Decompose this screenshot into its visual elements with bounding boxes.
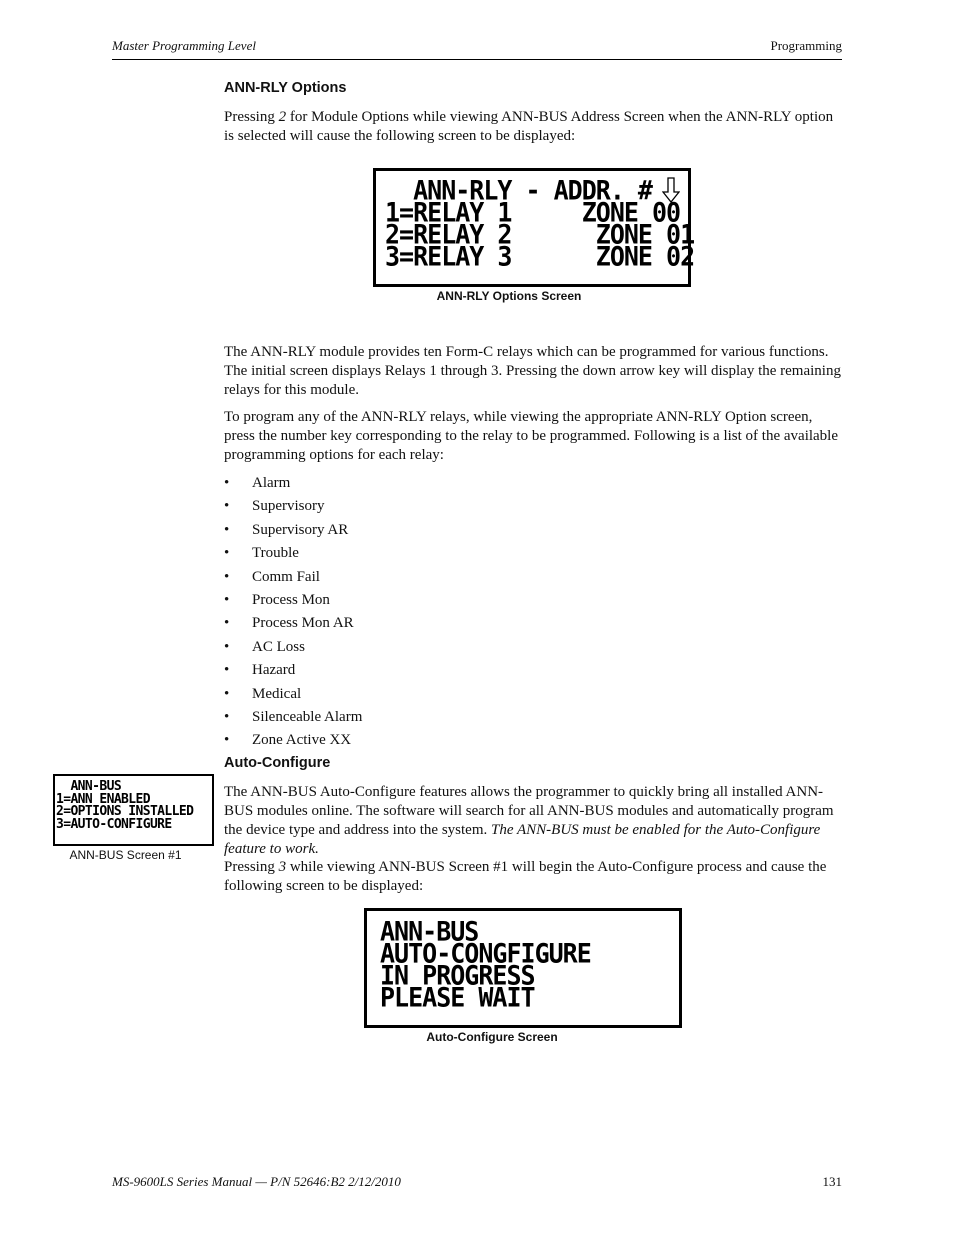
list-item: • Process Mon: [224, 591, 330, 608]
list-item: • Silenceable Alarm: [224, 708, 363, 725]
list-item: • Hazard: [224, 662, 296, 679]
relay-options-list: [224, 474, 624, 755]
side-screen-line-1: ANN-BUS: [56, 779, 122, 794]
auto-configure-text: The ANN-BUS Auto-Configure features allows the programmer to quickly bring all installed ANN-BUS modules online. The software will search for all ANN-BUS modules and automatically program the device type and address into the system.: [224, 784, 834, 838]
list-item: • AC Loss: [224, 638, 305, 655]
bullet: •: [224, 732, 230, 749]
list-item: • Supervisory AR: [224, 521, 349, 538]
screen-line-2: 1=RELAY 1 ZONE 00: [385, 197, 681, 228]
list-item: • Comm Fail: [224, 568, 320, 585]
running-header-right: Programming: [770, 38, 842, 53]
instruction-pre: Pressing: [224, 859, 279, 875]
bullet: •: [224, 568, 230, 585]
auto-configure-instruction: [224, 858, 842, 896]
ann-bus-screen-1: [53, 774, 214, 846]
header-rule: [112, 59, 842, 60]
ac-screen-line-1: ANN-BUS: [380, 916, 479, 947]
bullet: •: [224, 498, 230, 515]
ac-screen-line-3: IN PROGRESS: [380, 960, 535, 991]
screen-line-3: 2=RELAY 2 ZONE 01: [385, 219, 695, 250]
ac-screen-line-4: PLEASE WAIT: [380, 982, 535, 1013]
bullet: •: [224, 685, 230, 702]
list-item: • Medical: [224, 685, 302, 702]
ann-bus-screen-caption: ANN-BUS Screen #1: [69, 848, 182, 862]
section-title-ann-rly: ANN-RLY Options: [224, 80, 347, 96]
ann-rly-description: The ANN-RLY module provides ten Form-C relays which can be programmed for various functions. The initial screen displays Relays 1 through 3. Pressing the down arrow key will display the remaining relays for this module.: [224, 344, 841, 398]
ann-rly-options-screen: [373, 168, 695, 287]
side-screen-line-3: 2=OPTIONS INSTALLED: [56, 804, 194, 819]
section-title-auto-configure: Auto-Configure: [224, 755, 331, 771]
intro-key: 2: [278, 109, 287, 125]
auto-configure-note: The ANN-BUS must be enabled for the Auto-Configure feature to work.: [224, 822, 821, 857]
intro-pre: Pressing: [224, 109, 279, 125]
bullet: •: [224, 638, 230, 655]
list-item: • Supervisory: [224, 498, 325, 515]
screen-line-4: 3=RELAY 3 ZONE 02: [385, 241, 695, 272]
list-item: • Process Mon AR: [224, 615, 354, 632]
bullet: •: [224, 591, 230, 608]
list-item: • Trouble: [224, 545, 299, 562]
instruction-key: 3: [278, 859, 287, 875]
screen-line-1: ANN-RLY - ADDR. #: [385, 175, 652, 206]
bullet: •: [224, 615, 230, 632]
running-header-left: Master Programming Level: [112, 38, 256, 53]
list-item: • Zone Active XX: [224, 732, 352, 749]
bullet: •: [224, 475, 230, 491]
side-screen-line-2: 1=ANN ENABLED: [56, 791, 150, 807]
auto-configure-description: [224, 783, 842, 859]
auto-configure-screen-caption: Auto-Configure Screen: [426, 1030, 558, 1044]
list-item: • Alarm: [224, 475, 291, 491]
bullet: •: [224, 662, 230, 679]
bullet: •: [224, 708, 230, 725]
footer-manual-info: MS-9600LS Series Manual — P/N 52646:B2 2/12/2010: [112, 1174, 401, 1189]
ann-rly-screen-caption: ANN-RLY Options Screen: [436, 289, 582, 303]
instruction-post: while viewing ANN-BUS Screen #1 will begin the Auto-Configure process and cause the following screen to be displayed:: [224, 859, 827, 894]
page-number: 131: [822, 1174, 842, 1189]
down-arrow-icon: [662, 177, 680, 203]
bullet: •: [224, 545, 230, 562]
side-screen-line-4: 3=AUTO-CONFIGURE: [56, 816, 172, 832]
ann-rly-programming-note: To program any of the ANN-RLY relays, while viewing the appropriate ANN-RLY Option screen, press the number key corresponding to the relay to be programmed. Following is a list of the available programming options for each relay:: [224, 409, 839, 463]
ac-screen-line-2: AUTO-CONGFIGURE: [380, 938, 591, 969]
ann-rly-intro: [224, 108, 842, 146]
auto-configure-screen: [364, 908, 682, 1028]
bullet: •: [224, 521, 230, 538]
intro-post: for Module Options while viewing ANN-BUS Address Screen when the ANN-RLY option is selected will cause the following screen to be displayed:: [224, 109, 834, 144]
